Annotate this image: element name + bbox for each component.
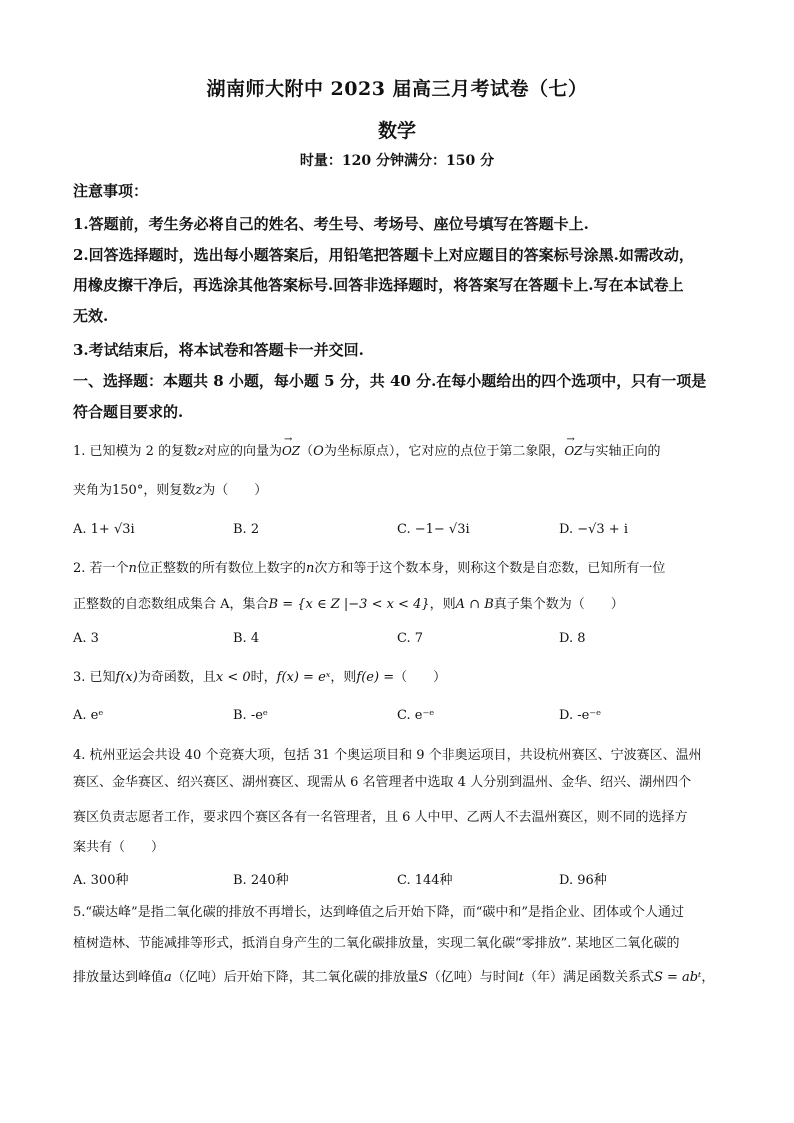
- option-b[interactable]: B. -eᵉ: [233, 708, 268, 723]
- option-b[interactable]: B. 2: [233, 522, 260, 537]
- question-4-line-1: 4. 杭州亚运会共设 40 个竞赛大项，包括 31 个奥运项目和 9 个非奥运项目，共设杭州赛区、宁波赛区、温州: [73, 748, 702, 763]
- option-a[interactable]: A. 300种: [73, 873, 129, 888]
- question-5-line-1: 5.“碳达峰”是指二氧化碳的排放不再增长，达到峰值之后开始下降，而“碳中和”是指企业、团体或个人通过: [73, 905, 684, 920]
- exam-title: 湖南师大附中 2023 届高三月考试卷（七）: [206, 78, 588, 100]
- vector-oz: → OZ: [282, 444, 300, 458]
- option-c[interactable]: C. e⁻ᵉ: [397, 708, 435, 723]
- question-2-options: [73, 631, 733, 651]
- section-1-line-2: 符合题目要求的.: [73, 403, 184, 421]
- option-a[interactable]: A. 1+ √3i: [73, 522, 135, 537]
- question-4-line-3: 赛区负责志愿者工作，要求四个赛区各有一名管理者，且 6 人中甲、乙两人不去温州赛区，则不同的选择方: [73, 810, 688, 825]
- question-3-line-1: 3. 已知f(x)为奇函数，且x < 0时，f(x) = eˣ，则f(e) =（ ）: [73, 670, 447, 685]
- question-5-line-3: 排放量达到峰值a（亿吨）后开始下降，其二氧化碳的排放量S（亿吨）与时间t（年）满足函数关系式S = abᵗ，: [73, 970, 715, 985]
- question-1-line-2: 夹角为150°，则复数z为（ ）: [73, 483, 268, 498]
- option-b[interactable]: B. 240种: [233, 873, 289, 888]
- notice-heading: 注意事项：: [73, 182, 149, 200]
- question-3-options: [73, 708, 733, 728]
- set-b: B = {x ∈ Z |−3 < x < 4}: [268, 597, 430, 612]
- option-a[interactable]: A. eᵉ: [73, 708, 104, 723]
- question-2-line-2: 正整数的自恋数组成集合 A，集合B = {x ∈ Z |−3 < x < 4}，则A ∩ B真子集个数为（ ）: [73, 597, 624, 612]
- notice-item-2-line-2: 用橡皮擦干净后，再选涂其他答案标号.回答非选择题时，将答案写在答题卡上.写在本试卷上: [73, 276, 684, 294]
- option-c[interactable]: C. 144种: [397, 873, 453, 888]
- option-d[interactable]: D. −√3 + i: [559, 522, 628, 537]
- question-5-line-2: 植树造林、节能减排等形式，抵消自身产生的二氧化碳排放量，实现二氧化碳“零排放”. 某地区二氧化碳的: [73, 936, 680, 951]
- option-c[interactable]: C. 7: [397, 631, 424, 646]
- option-d[interactable]: D. -e⁻ᵉ: [559, 708, 602, 723]
- notice-item-2-line-1: 2.回答选择题时，选出每小题答案后，用铅笔把答题卡上对应题目的答案标号涂黑.如需改动，: [73, 246, 694, 264]
- question-4-options: [73, 869, 733, 889]
- section-1-line-1: 一、选择题：本题共 8 小题，每小题 5 分，共 40 分.在每小题给出的四个选项中，只有一项是: [73, 372, 707, 390]
- question-2-line-1: 2. 若一个n位正整数的所有数位上数字的n次方和等于这个数本身，则称这个数是自恋数，已知所有一位: [73, 561, 666, 576]
- option-d[interactable]: D. 96种: [559, 873, 607, 888]
- notice-item-2-line-3: 无效.: [73, 307, 109, 325]
- option-a[interactable]: A. 3: [73, 631, 99, 646]
- notice-item-1: 1.答题前，考生务必将自己的姓名、考生号、考场号、座位号填写在答题卡上.: [73, 215, 589, 233]
- time-info: 时量：120 分钟满分：150 分: [299, 153, 495, 169]
- notice-item-3: 3.考试结束后，将本试卷和答题卡一并交回.: [73, 341, 364, 359]
- question-4-line-4: 案共有（ ）: [73, 840, 165, 855]
- question-4-line-2: 赛区、金华赛区、绍兴赛区、湖州赛区、现需从 6 名管理者中选取 4 人分别到温州、金华、绍兴、湖州四个: [73, 775, 692, 790]
- vector-oz: → OZ: [564, 444, 582, 458]
- option-b[interactable]: B. 4: [233, 631, 260, 646]
- subject-title: 数学: [377, 120, 416, 142]
- question-1-options: [73, 522, 733, 542]
- question-1-line-1: 1. 已知模为 2 的复数z对应的向量为→ OZ（O为坐标原点），它对应的点位于第二象限，→ OZ与实轴正向的: [73, 440, 661, 459]
- option-c[interactable]: C. −1− √3i: [397, 522, 470, 537]
- option-d[interactable]: D. 8: [559, 631, 586, 646]
